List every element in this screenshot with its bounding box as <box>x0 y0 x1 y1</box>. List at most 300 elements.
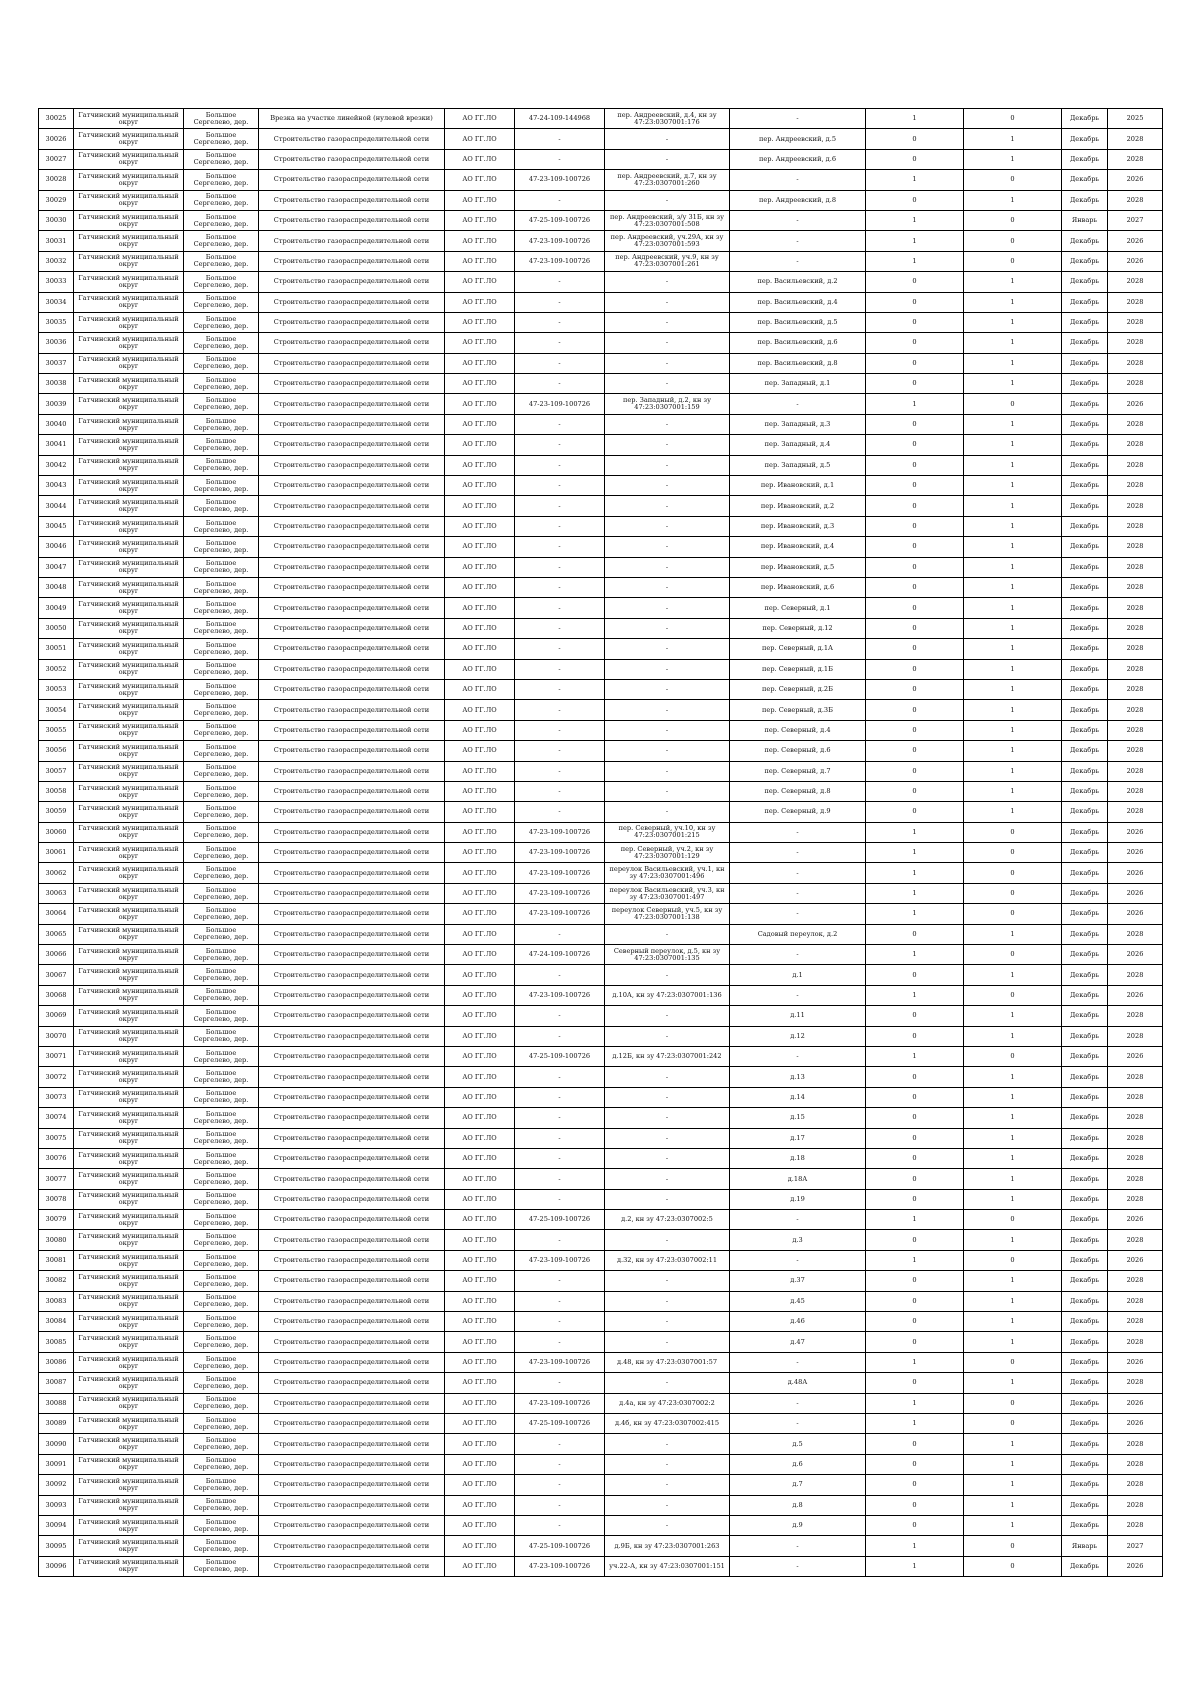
year-cell: 2028 <box>1108 577 1163 597</box>
flag-a-cell: 0 <box>866 1475 964 1495</box>
year-cell: 2026 <box>1108 394 1163 414</box>
flag-b-cell: 1 <box>964 1373 1062 1393</box>
object-code-cell: - <box>515 496 605 516</box>
year-cell: 2028 <box>1108 618 1163 638</box>
month-cell: Декабрь <box>1062 1414 1108 1434</box>
gasification-table <box>38 108 1163 1577</box>
work-type-cell: Строительство газораспределительной сети <box>259 1332 445 1352</box>
operator-cell: АО ГГ.ЛО <box>445 1006 515 1026</box>
operator-cell: АО ГГ.ЛО <box>445 251 515 271</box>
operator-cell: АО ГГ.ЛО <box>445 639 515 659</box>
table-row <box>39 129 1163 149</box>
flag-a-cell: 0 <box>866 1148 964 1168</box>
row-number-cell: 30040 <box>39 414 74 434</box>
table-row <box>39 231 1163 251</box>
object-code-cell: - <box>515 924 605 944</box>
object-code-cell: - <box>515 1475 605 1495</box>
address-cell: д.15 <box>730 1108 866 1128</box>
address-cell: пер. Северный, д.1Б <box>730 659 866 679</box>
flag-b-cell: 1 <box>964 639 1062 659</box>
work-type-cell: Строительство газораспределительной сети <box>259 455 445 475</box>
cadastral-address-cell: - <box>605 1148 730 1168</box>
district-cell: Гатчинский муниципальный округ <box>74 557 184 577</box>
year-cell: 2026 <box>1108 985 1163 1005</box>
month-cell: Декабрь <box>1062 598 1108 618</box>
year-cell: 2028 <box>1108 1067 1163 1087</box>
row-number-cell: 30029 <box>39 190 74 210</box>
flag-a-cell: 1 <box>866 1536 964 1556</box>
settlement-cell: Большое Сергелево, дер. <box>184 924 259 944</box>
row-number-cell: 30043 <box>39 476 74 496</box>
flag-b-cell: 0 <box>964 904 1062 924</box>
work-type-cell: Строительство газораспределительной сети <box>259 516 445 536</box>
row-number-cell: 30046 <box>39 537 74 557</box>
address-cell: д.3 <box>730 1230 866 1250</box>
cadastral-address-cell: - <box>605 516 730 536</box>
cadastral-address-cell: - <box>605 1515 730 1535</box>
flag-b-cell: 1 <box>964 700 1062 720</box>
row-number-cell: 30083 <box>39 1291 74 1311</box>
cadastral-address-cell: - <box>605 353 730 373</box>
flag-b-cell: 1 <box>964 1169 1062 1189</box>
row-number-cell: 30034 <box>39 292 74 312</box>
work-type-cell: Строительство газораспределительной сети <box>259 210 445 230</box>
table-row <box>39 1556 1163 1576</box>
flag-a-cell: 1 <box>866 843 964 863</box>
flag-b-cell: 1 <box>964 802 1062 822</box>
settlement-cell: Большое Сергелево, дер. <box>184 435 259 455</box>
flag-b-cell: 1 <box>964 272 1062 292</box>
flag-b-cell: 1 <box>964 1108 1062 1128</box>
flag-a-cell: 0 <box>866 435 964 455</box>
year-cell: 2028 <box>1108 374 1163 394</box>
row-number-cell: 30086 <box>39 1352 74 1372</box>
district-cell: Гатчинский муниципальный округ <box>74 272 184 292</box>
flag-a-cell: 0 <box>866 1087 964 1107</box>
flag-a-cell: 0 <box>866 720 964 740</box>
table-row <box>39 149 1163 169</box>
operator-cell: АО ГГ.ЛО <box>445 598 515 618</box>
address-cell: д.8 <box>730 1495 866 1515</box>
address-cell: д.12 <box>730 1026 866 1046</box>
row-number-cell: 30044 <box>39 496 74 516</box>
year-cell: 2028 <box>1108 1108 1163 1128</box>
settlement-cell: Большое Сергелево, дер. <box>184 1332 259 1352</box>
address-cell: - <box>730 904 866 924</box>
object-code-cell: - <box>515 679 605 699</box>
row-number-cell: 30031 <box>39 231 74 251</box>
work-type-cell: Строительство газораспределительной сети <box>259 639 445 659</box>
district-cell: Гатчинский муниципальный округ <box>74 741 184 761</box>
address-cell: пер. Васильевский, д.4 <box>730 292 866 312</box>
document-sheet <box>38 108 1162 1577</box>
month-cell: Декабрь <box>1062 1475 1108 1495</box>
district-cell: Гатчинский муниципальный округ <box>74 374 184 394</box>
row-number-cell: 30082 <box>39 1271 74 1291</box>
work-type-cell: Строительство газораспределительной сети <box>259 1169 445 1189</box>
cadastral-address-cell: - <box>605 1189 730 1209</box>
cadastral-address-cell: пер. Андреевский, д.7, кн зу 47:23:0307001:260 <box>605 170 730 190</box>
object-code-cell: 47-23-109-100726 <box>515 1556 605 1576</box>
year-cell: 2025 <box>1108 109 1163 129</box>
year-cell: 2026 <box>1108 1414 1163 1434</box>
settlement-cell: Большое Сергелево, дер. <box>184 1128 259 1148</box>
work-type-cell: Строительство газораспределительной сети <box>259 414 445 434</box>
row-number-cell: 30085 <box>39 1332 74 1352</box>
year-cell: 2028 <box>1108 1026 1163 1046</box>
district-cell: Гатчинский муниципальный округ <box>74 700 184 720</box>
flag-b-cell: 1 <box>964 516 1062 536</box>
operator-cell: АО ГГ.ЛО <box>445 1414 515 1434</box>
month-cell: Декабрь <box>1062 272 1108 292</box>
year-cell: 2028 <box>1108 1006 1163 1026</box>
address-cell: - <box>730 883 866 903</box>
object-code-cell: - <box>515 190 605 210</box>
flag-b-cell: 1 <box>964 537 1062 557</box>
cadastral-address-cell: пер. Андреевский, уч.29А, кн зу 47:23:0307001:593 <box>605 231 730 251</box>
district-cell: Гатчинский муниципальный округ <box>74 190 184 210</box>
year-cell: 2028 <box>1108 781 1163 801</box>
year-cell: 2028 <box>1108 720 1163 740</box>
flag-a-cell: 0 <box>866 924 964 944</box>
flag-a-cell: 0 <box>866 1169 964 1189</box>
table-row <box>39 476 1163 496</box>
operator-cell: АО ГГ.ЛО <box>445 1434 515 1454</box>
flag-a-cell: 0 <box>866 1026 964 1046</box>
month-cell: Декабрь <box>1062 1026 1108 1046</box>
settlement-cell: Большое Сергелево, дер. <box>184 598 259 618</box>
flag-a-cell: 0 <box>866 1515 964 1535</box>
table-row <box>39 1250 1163 1270</box>
year-cell: 2028 <box>1108 1189 1163 1209</box>
object-code-cell: 47-25-109-100726 <box>515 1414 605 1434</box>
settlement-cell: Большое Сергелево, дер. <box>184 1536 259 1556</box>
settlement-cell: Большое Сергелево, дер. <box>184 843 259 863</box>
flag-a-cell: 0 <box>866 1006 964 1026</box>
table-row <box>39 414 1163 434</box>
month-cell: Декабрь <box>1062 965 1108 985</box>
table-row <box>39 1230 1163 1250</box>
year-cell: 2028 <box>1108 455 1163 475</box>
object-code-cell: 47-23-109-100726 <box>515 822 605 842</box>
table-row <box>39 1128 1163 1148</box>
operator-cell: АО ГГ.ЛО <box>445 761 515 781</box>
cadastral-address-cell: - <box>605 1026 730 1046</box>
cadastral-address-cell: пер. Западный, д.2, кн зу 47:23:0307001:159 <box>605 394 730 414</box>
cadastral-address-cell: - <box>605 1291 730 1311</box>
flag-a-cell: 0 <box>866 1332 964 1352</box>
address-cell: пер. Северный, д.3Б <box>730 700 866 720</box>
year-cell: 2028 <box>1108 598 1163 618</box>
flag-a-cell: 1 <box>866 883 964 903</box>
row-number-cell: 30055 <box>39 720 74 740</box>
flag-a-cell: 1 <box>866 863 964 883</box>
settlement-cell: Большое Сергелево, дер. <box>184 904 259 924</box>
cadastral-address-cell: д.48, кн зу 47:23:0307001:57 <box>605 1352 730 1372</box>
object-code-cell: - <box>515 1128 605 1148</box>
address-cell: - <box>730 170 866 190</box>
month-cell: Декабрь <box>1062 1291 1108 1311</box>
cadastral-address-cell: переулок Северный, уч.5, кн зу 47:23:0307001:138 <box>605 904 730 924</box>
address-cell: - <box>730 1536 866 1556</box>
month-cell: Декабрь <box>1062 333 1108 353</box>
work-type-cell: Строительство газораспределительной сети <box>259 577 445 597</box>
flag-a-cell: 0 <box>866 1271 964 1291</box>
address-cell: - <box>730 1250 866 1270</box>
district-cell: Гатчинский муниципальный округ <box>74 843 184 863</box>
work-type-cell: Строительство газораспределительной сети <box>259 292 445 312</box>
cadastral-address-cell: - <box>605 1128 730 1148</box>
flag-b-cell: 0 <box>964 822 1062 842</box>
flag-a-cell: 0 <box>866 802 964 822</box>
cadastral-address-cell: - <box>605 557 730 577</box>
operator-cell: АО ГГ.ЛО <box>445 1312 515 1332</box>
year-cell: 2028 <box>1108 700 1163 720</box>
cadastral-address-cell: - <box>605 1332 730 1352</box>
cadastral-address-cell: пер. Андреевский, з/у 31Б, кн зу 47:23:0307001:508 <box>605 210 730 230</box>
month-cell: Декабрь <box>1062 1332 1108 1352</box>
row-number-cell: 30088 <box>39 1393 74 1413</box>
table-row <box>39 394 1163 414</box>
flag-b-cell: 1 <box>964 476 1062 496</box>
row-number-cell: 30053 <box>39 679 74 699</box>
month-cell: Декабрь <box>1062 659 1108 679</box>
cadastral-address-cell: д.2, кн зу 47:23:0307002:5 <box>605 1210 730 1230</box>
object-code-cell: - <box>515 455 605 475</box>
month-cell: Декабрь <box>1062 251 1108 271</box>
year-cell: 2028 <box>1108 414 1163 434</box>
address-cell: пер. Северный, д.8 <box>730 781 866 801</box>
address-cell: пер. Северный, д.2Б <box>730 679 866 699</box>
district-cell: Гатчинский муниципальный округ <box>74 904 184 924</box>
operator-cell: АО ГГ.ЛО <box>445 1556 515 1576</box>
flag-b-cell: 0 <box>964 985 1062 1005</box>
operator-cell: АО ГГ.ЛО <box>445 985 515 1005</box>
district-cell: Гатчинский муниципальный округ <box>74 455 184 475</box>
address-cell: пер. Северный, д.9 <box>730 802 866 822</box>
district-cell: Гатчинский муниципальный округ <box>74 863 184 883</box>
row-number-cell: 30060 <box>39 822 74 842</box>
row-number-cell: 30068 <box>39 985 74 1005</box>
year-cell: 2028 <box>1108 435 1163 455</box>
table-row <box>39 1108 1163 1128</box>
settlement-cell: Большое Сергелево, дер. <box>184 822 259 842</box>
settlement-cell: Большое Сергелево, дер. <box>184 1067 259 1087</box>
table-row <box>39 802 1163 822</box>
district-cell: Гатчинский муниципальный округ <box>74 945 184 965</box>
row-number-cell: 30033 <box>39 272 74 292</box>
table-row <box>39 1148 1163 1168</box>
settlement-cell: Большое Сергелево, дер. <box>184 1414 259 1434</box>
table-row <box>39 1210 1163 1230</box>
settlement-cell: Большое Сергелево, дер. <box>184 781 259 801</box>
flag-b-cell: 1 <box>964 1454 1062 1474</box>
district-cell: Гатчинский муниципальный округ <box>74 1454 184 1474</box>
flag-a-cell: 1 <box>866 1046 964 1066</box>
flag-a-cell: 0 <box>866 1373 964 1393</box>
year-cell: 2028 <box>1108 741 1163 761</box>
month-cell: Декабрь <box>1062 455 1108 475</box>
month-cell: Декабрь <box>1062 1210 1108 1230</box>
flag-a-cell: 0 <box>866 516 964 536</box>
flag-b-cell: 1 <box>964 1087 1062 1107</box>
settlement-cell: Большое Сергелево, дер. <box>184 863 259 883</box>
settlement-cell: Большое Сергелево, дер. <box>184 557 259 577</box>
address-cell: пер. Васильевский, д.8 <box>730 353 866 373</box>
object-code-cell: 47-23-109-100726 <box>515 1393 605 1413</box>
district-cell: Гатчинский муниципальный округ <box>74 1067 184 1087</box>
operator-cell: АО ГГ.ЛО <box>445 435 515 455</box>
address-cell: - <box>730 251 866 271</box>
month-cell: Январь <box>1062 1536 1108 1556</box>
year-cell: 2026 <box>1108 945 1163 965</box>
cadastral-address-cell: пер. Андреевский, д.4, кн зу 47:23:0307001:176 <box>605 109 730 129</box>
address-cell: пер. Ивановский, д.3 <box>730 516 866 536</box>
object-code-cell: - <box>515 1169 605 1189</box>
district-cell: Гатчинский муниципальный округ <box>74 476 184 496</box>
flag-b-cell: 1 <box>964 1067 1062 1087</box>
table-row <box>39 109 1163 129</box>
object-code-cell: - <box>515 476 605 496</box>
table-row <box>39 455 1163 475</box>
table-row <box>39 904 1163 924</box>
address-cell: пер. Северный, д.12 <box>730 618 866 638</box>
object-code-cell: - <box>515 516 605 536</box>
district-cell: Гатчинский муниципальный округ <box>74 1087 184 1107</box>
work-type-cell: Строительство газораспределительной сети <box>259 272 445 292</box>
district-cell: Гатчинский муниципальный округ <box>74 1128 184 1148</box>
operator-cell: АО ГГ.ЛО <box>445 1026 515 1046</box>
month-cell: Декабрь <box>1062 170 1108 190</box>
cadastral-address-cell: - <box>605 1373 730 1393</box>
district-cell: Гатчинский муниципальный округ <box>74 149 184 169</box>
row-number-cell: 30094 <box>39 1515 74 1535</box>
operator-cell: АО ГГ.ЛО <box>445 333 515 353</box>
flag-a-cell: 0 <box>866 1312 964 1332</box>
settlement-cell: Большое Сергелево, дер. <box>184 1312 259 1332</box>
row-number-cell: 30041 <box>39 435 74 455</box>
settlement-cell: Большое Сергелево, дер. <box>184 537 259 557</box>
work-type-cell: Строительство газораспределительной сети <box>259 679 445 699</box>
work-type-cell: Строительство газораспределительной сети <box>259 476 445 496</box>
month-cell: Декабрь <box>1062 537 1108 557</box>
address-cell: пер. Западный, д.5 <box>730 455 866 475</box>
row-number-cell: 30035 <box>39 312 74 332</box>
month-cell: Декабрь <box>1062 1393 1108 1413</box>
work-type-cell: Строительство газораспределительной сети <box>259 435 445 455</box>
operator-cell: АО ГГ.ЛО <box>445 149 515 169</box>
object-code-cell: 47-23-109-100726 <box>515 904 605 924</box>
settlement-cell: Большое Сергелево, дер. <box>184 1046 259 1066</box>
month-cell: Январь <box>1062 210 1108 230</box>
operator-cell: АО ГГ.ЛО <box>445 312 515 332</box>
address-cell: - <box>730 945 866 965</box>
object-code-cell: - <box>515 1454 605 1474</box>
work-type-cell: Строительство газораспределительной сети <box>259 781 445 801</box>
year-cell: 2028 <box>1108 639 1163 659</box>
district-cell: Гатчинский муниципальный округ <box>74 414 184 434</box>
flag-b-cell: 1 <box>964 312 1062 332</box>
settlement-cell: Большое Сергелево, дер. <box>184 149 259 169</box>
work-type-cell: Строительство газораспределительной сети <box>259 1087 445 1107</box>
table-row <box>39 659 1163 679</box>
row-number-cell: 30066 <box>39 945 74 965</box>
month-cell: Декабрь <box>1062 496 1108 516</box>
flag-a-cell: 0 <box>866 598 964 618</box>
settlement-cell: Большое Сергелево, дер. <box>184 1291 259 1311</box>
settlement-cell: Большое Сергелево, дер. <box>184 1169 259 1189</box>
address-cell: д.45 <box>730 1291 866 1311</box>
operator-cell: АО ГГ.ЛО <box>445 496 515 516</box>
flag-b-cell: 1 <box>964 618 1062 638</box>
row-number-cell: 30039 <box>39 394 74 414</box>
row-number-cell: 30093 <box>39 1495 74 1515</box>
address-cell: д.14 <box>730 1087 866 1107</box>
settlement-cell: Большое Сергелево, дер. <box>184 1434 259 1454</box>
flag-b-cell: 0 <box>964 1393 1062 1413</box>
object-code-cell: - <box>515 1189 605 1209</box>
district-cell: Гатчинский муниципальный округ <box>74 1373 184 1393</box>
work-type-cell: Строительство газораспределительной сети <box>259 1210 445 1230</box>
district-cell: Гатчинский муниципальный округ <box>74 496 184 516</box>
district-cell: Гатчинский муниципальный округ <box>74 292 184 312</box>
row-number-cell: 30081 <box>39 1250 74 1270</box>
flag-b-cell: 1 <box>964 577 1062 597</box>
work-type-cell: Строительство газораспределительной сети <box>259 1026 445 1046</box>
year-cell: 2028 <box>1108 1271 1163 1291</box>
settlement-cell: Большое Сергелево, дер. <box>184 985 259 1005</box>
operator-cell: АО ГГ.ЛО <box>445 781 515 801</box>
table-row <box>39 170 1163 190</box>
month-cell: Декабрь <box>1062 577 1108 597</box>
table-row <box>39 1067 1163 1087</box>
flag-a-cell: 0 <box>866 1128 964 1148</box>
object-code-cell: - <box>515 435 605 455</box>
address-cell: - <box>730 1046 866 1066</box>
month-cell: Декабрь <box>1062 149 1108 169</box>
work-type-cell: Строительство газораспределительной сети <box>259 1515 445 1535</box>
flag-a-cell: 0 <box>866 149 964 169</box>
district-cell: Гатчинский муниципальный округ <box>74 1332 184 1352</box>
operator-cell: АО ГГ.ЛО <box>445 1148 515 1168</box>
row-number-cell: 30078 <box>39 1189 74 1209</box>
operator-cell: АО ГГ.ЛО <box>445 679 515 699</box>
settlement-cell: Большое Сергелево, дер. <box>184 761 259 781</box>
year-cell: 2028 <box>1108 190 1163 210</box>
address-cell: - <box>730 822 866 842</box>
settlement-cell: Большое Сергелево, дер. <box>184 129 259 149</box>
flag-a-cell: 1 <box>866 231 964 251</box>
month-cell: Декабрь <box>1062 618 1108 638</box>
settlement-cell: Большое Сергелево, дер. <box>184 1454 259 1474</box>
flag-a-cell: 0 <box>866 577 964 597</box>
work-type-cell: Строительство газораспределительной сети <box>259 1434 445 1454</box>
district-cell: Гатчинский муниципальный округ <box>74 1046 184 1066</box>
settlement-cell: Большое Сергелево, дер. <box>184 1373 259 1393</box>
flag-b-cell: 1 <box>964 557 1062 577</box>
year-cell: 2026 <box>1108 1352 1163 1372</box>
settlement-cell: Большое Сергелево, дер. <box>184 679 259 699</box>
cadastral-address-cell: д.4б, кн зу 47:23:0307002:415 <box>605 1414 730 1434</box>
year-cell: 2028 <box>1108 1515 1163 1535</box>
object-code-cell: 47-23-109-100726 <box>515 843 605 863</box>
district-cell: Гатчинский муниципальный округ <box>74 516 184 536</box>
settlement-cell: Большое Сергелево, дер. <box>184 883 259 903</box>
object-code-cell: - <box>515 1230 605 1250</box>
address-cell: пер. Северный, д.4 <box>730 720 866 740</box>
flag-a-cell: 0 <box>866 537 964 557</box>
cadastral-address-cell: - <box>605 272 730 292</box>
